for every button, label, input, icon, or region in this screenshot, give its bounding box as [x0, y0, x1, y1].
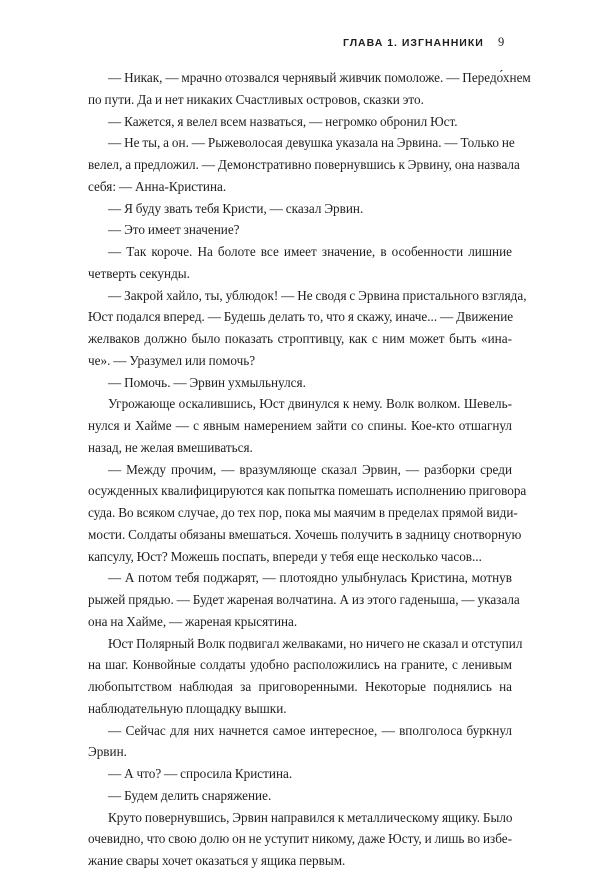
text-line: — А потом тебя поджарят, — плотоядно улыбнулась Кристина, мотнув: [108, 570, 512, 586]
text-line: — А что? — спросила Кристина.: [108, 766, 293, 781]
text-line: — Между прочим, — вразумляюще сказал Эрвин, — разборки среди: [108, 461, 512, 477]
page-number: 9: [498, 35, 505, 49]
text-line: мости. Солдаты обязаны вмешаться. Хочешь получить в задницу снотворную: [88, 526, 522, 542]
text-line: по пути. Да и нет никаких Счастливых островов, сказки это.: [88, 91, 424, 107]
text-line: велел, а предложил. — Демонстративно повернувшись к Эрвину, она назвала: [88, 157, 520, 172]
text-line: суда. Во всяком случае, до тех пор, пока мы маячим в пределах прямой види-: [88, 505, 518, 520]
body-text: [88, 67, 531, 872]
text-line: — Это имеет значение?: [108, 222, 240, 238]
text-line: капсулу, Юст? Можешь поспать, впереди у тебя еще несколько часов...: [88, 548, 482, 564]
text-line: четверть секунды.: [88, 265, 190, 281]
chapter-running-head: ГЛАВА 1. ИЗГНАННИКИ: [343, 37, 484, 49]
text-line: — Я буду звать тебя Кристи, — сказал Эрвин.: [108, 200, 364, 216]
text-line: че». — Уразумел или помочь?: [88, 352, 256, 368]
text-line: — Помочь. — Эрвин ухмыльнулся.: [108, 374, 306, 390]
text-line: — Закрой хайло, ты, ублюдок! — Не сводя с Эрвина пристального взгляда,: [108, 287, 527, 303]
text-line: очевидно, что свою долю он не уступит никому, даже Юсту, и лишь во избе-: [88, 831, 512, 847]
text-line: — Не ты, а он. — Рыжеволосая девушка указала на Эрвина. — Только не: [108, 135, 515, 151]
text-line: себя: — Анна-Кристина.: [88, 178, 227, 194]
text-line: Юст Полярный Волк подвигал желваками, но ничего не сказал и отступил: [108, 635, 523, 651]
text-line: — Так короче. На болоте все имеет значение, в особенности лишние: [108, 244, 512, 259]
text-line: осужденных квалифицируются как попытка помешать исполнению приговора: [88, 483, 527, 499]
text-line: она на Хайме, — жареная крысятина.: [88, 613, 298, 629]
text-line: Юст подался вперед. — Будешь делать то, что я скажу, иначе... — Движение: [88, 309, 514, 325]
text-line: Эрвин.: [88, 744, 127, 760]
text-line: нулся и Хайме — с явным намерением зайти со спины. Кое-кто отшагнул: [88, 418, 512, 433]
text-line: на шаг. Конвойные солдаты удобно расположились на граните, с ленивым: [88, 657, 512, 673]
text-line: жание свары хочет оказаться у ящика первым.: [88, 853, 346, 868]
text-line: любопытством наблюдая за приговоренными. Некоторые поднялись на: [88, 679, 512, 694]
text-line: — Будем делить снаряжение.: [108, 787, 272, 803]
text-line: — Сейчас для них начнется самое интересное, — вполголоса буркнул: [108, 722, 512, 738]
text-line: Угрожающе оскалившись, Юст двинулся к нему. Волк волком. Шевель-: [108, 396, 512, 412]
text-line: назад, не желая вмешиваться.: [88, 439, 253, 455]
text-line: — Кажется, я велел всем назваться, — негромко обронил Юст.: [108, 113, 458, 129]
text-line: рыжей прядью. — Будет жареная волчатина. А из этого гаденыша, — указала: [88, 592, 520, 607]
text-line: наблюдательную площадку вышки.: [88, 700, 287, 716]
text-line: желваков должно было показать строптивцу, как с ним может быть «ина-: [88, 331, 512, 346]
text-line: — Никак, — мрачно отозвался чернявый живчик помоложе. — Передо́хнем: [108, 70, 531, 85]
text-line: Круто повернувшись, Эрвин направился к металлическому ящику. Было: [108, 809, 513, 825]
